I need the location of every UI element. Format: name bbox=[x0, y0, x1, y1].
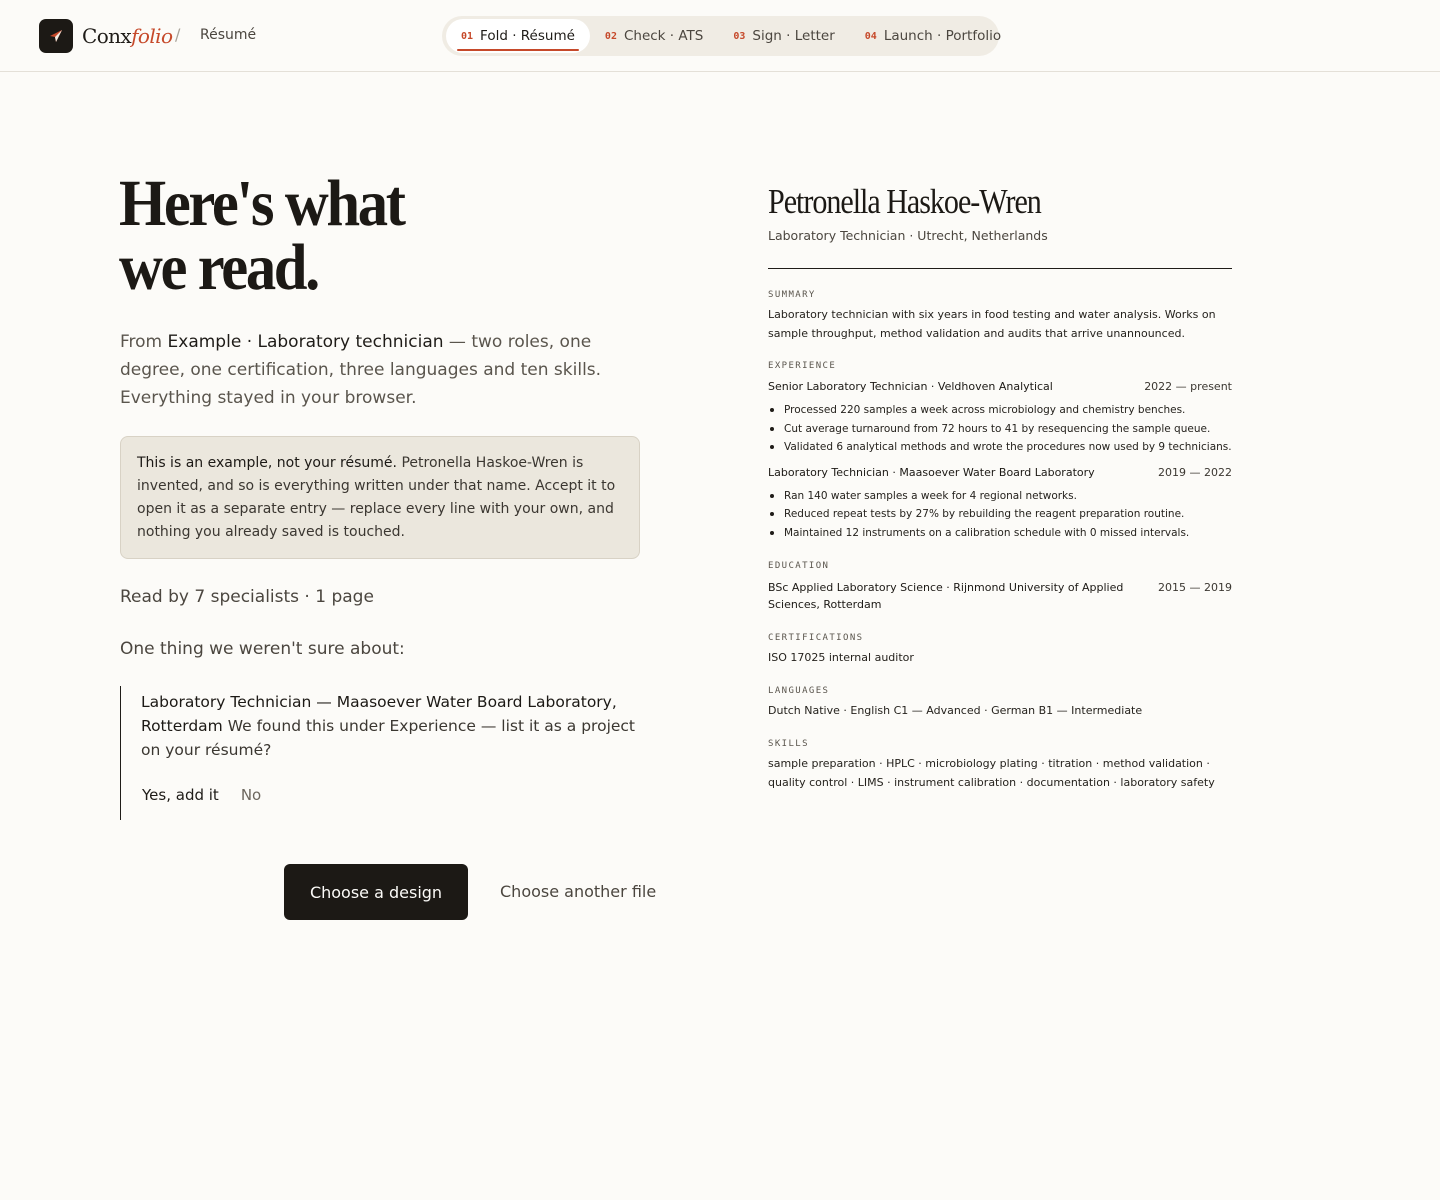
step-number: 01 bbox=[461, 30, 474, 42]
question-entry: Laboratory Technician — Maasoever Water Board Laboratory, Rotterdam bbox=[141, 693, 617, 735]
bullet-item: Validated 6 analytical methods and wrote the procedures now used by 9 technicians. bbox=[768, 438, 1232, 457]
bullet-item: Processed 220 samples a week across microbiology and chemistry benches. bbox=[768, 401, 1232, 420]
notice-text: Petronella Haskoe-Wren is invented, and so is everything written under that name. Accept it to open it as a separate entry — replace every line with your own, and nothing you already saved is touched. bbox=[137, 455, 616, 540]
paper-plane-icon bbox=[48, 28, 64, 44]
page-title bbox=[119, 167, 561, 304]
read-by-summary: Read by 7 specialists · 1 page bbox=[120, 587, 374, 607]
bullet-item: Ran 140 water samples a week for 4 regional networks. bbox=[768, 487, 1232, 506]
intro-prefix: From bbox=[120, 332, 168, 352]
uncertainty-question bbox=[120, 686, 640, 820]
skills-text: sample preparation · HPLC · microbiology plating · titration · method validation · quality control · LIMS · instrument calibration · documentation · laboratory safety bbox=[768, 757, 1215, 789]
summary-text: Laboratory technician with six years in food testing and water analysis. Works on sample throughput, method validation and audits that arrive unannounced. bbox=[768, 308, 1216, 340]
intro-source: Example · Laboratory technician bbox=[167, 332, 444, 352]
summary-label: SUMMARY bbox=[768, 290, 816, 300]
logo-mark[interactable] bbox=[39, 19, 73, 53]
question-prompt: We found this under Experience — list it as a project on your résumé? bbox=[141, 717, 636, 759]
education-entry bbox=[768, 579, 1232, 613]
role-header bbox=[768, 464, 1232, 481]
tab-launch-portfolio[interactable] bbox=[850, 19, 1016, 53]
step-label: Check · ATS bbox=[623, 28, 704, 44]
certifications-text: ISO 17025 internal auditor bbox=[768, 651, 914, 664]
title-line-2: we read. bbox=[119, 231, 318, 304]
brand-wordmark[interactable] bbox=[82, 22, 172, 50]
yes-add-button[interactable]: Yes, add it bbox=[142, 786, 219, 804]
education-dates: 2015 — 2019 bbox=[1158, 581, 1232, 594]
education-label: EDUCATION bbox=[768, 561, 830, 571]
step-tabs bbox=[442, 16, 1002, 56]
breadcrumb-current: Résumé bbox=[200, 27, 257, 43]
experience-label: EXPERIENCE bbox=[768, 361, 837, 371]
step-label: Sign · Letter bbox=[752, 28, 835, 44]
bullet-item: Cut average turnaround from 72 hours to 41 by resequencing the sample queue. bbox=[768, 420, 1232, 439]
tab-check-ats[interactable] bbox=[590, 19, 718, 53]
bullet-item: Reduced repeat tests by 27% by rebuilding the reagent preparation routine. bbox=[768, 505, 1232, 524]
step-number: 03 bbox=[733, 30, 746, 42]
role-bullets bbox=[768, 401, 1232, 457]
resume-preview bbox=[768, 180, 1232, 792]
intro-paragraph bbox=[120, 328, 650, 412]
languages-text: Dutch Native · English C1 — Advanced · German B1 — Intermediate bbox=[768, 704, 1143, 717]
example-notice bbox=[120, 436, 640, 559]
brand-accent: folio bbox=[131, 24, 173, 48]
step-number: 02 bbox=[604, 30, 617, 42]
notice-strong: This is an example, not your résumé. bbox=[137, 455, 397, 471]
brand-main: Conx bbox=[82, 24, 132, 48]
resume-divider bbox=[768, 268, 1232, 269]
question-text bbox=[141, 686, 636, 762]
skills-label: SKILLS bbox=[768, 739, 809, 749]
step-number: 04 bbox=[864, 30, 877, 42]
resume-subtitle: Laboratory Technician · Utrecht, Netherlands bbox=[768, 228, 1048, 243]
uncertainty-heading: One thing we weren't sure about: bbox=[120, 639, 405, 659]
top-bar bbox=[0, 0, 1440, 72]
step-label: Launch · Portfolio bbox=[883, 28, 1002, 44]
intro-rest: — two roles, one degree, one certification, three languages and ten skills. Everything stayed in your browser. bbox=[120, 332, 602, 408]
breadcrumb-separator: / bbox=[175, 25, 181, 44]
role-title: Senior Laboratory Technician · Veldhoven Analytical bbox=[768, 380, 1053, 393]
role-dates: 2022 — present bbox=[1144, 380, 1232, 393]
role-title: Laboratory Technician · Maasoever Water Board Laboratory bbox=[768, 465, 1095, 479]
choose-design-button[interactable]: Choose a design bbox=[284, 864, 468, 920]
bullet-item: Maintained 12 instruments on a calibration schedule with 0 missed intervals. bbox=[768, 524, 1232, 543]
education-title: BSc Applied Laboratory Science · Rijnmond University of Applied Sciences, Rotterdam bbox=[768, 581, 1124, 611]
step-label: Fold · Résumé bbox=[480, 28, 575, 44]
resume-name: Petronella Haskoe-Wren bbox=[768, 182, 1041, 221]
question-actions bbox=[142, 786, 261, 804]
role-dates: 2019 — 2022 bbox=[1158, 465, 1232, 479]
certifications-label: CERTIFICATIONS bbox=[768, 633, 864, 643]
role-bullets bbox=[768, 487, 1232, 543]
tab-fold-resume[interactable] bbox=[446, 19, 590, 53]
tab-sign-letter[interactable] bbox=[718, 19, 849, 53]
role-header bbox=[768, 378, 1232, 395]
no-button[interactable]: No bbox=[240, 786, 262, 804]
languages-label: LANGUAGES bbox=[768, 686, 830, 696]
title-line-1: Here's what bbox=[119, 167, 404, 240]
choose-another-file-link[interactable]: Choose another file bbox=[500, 882, 657, 901]
